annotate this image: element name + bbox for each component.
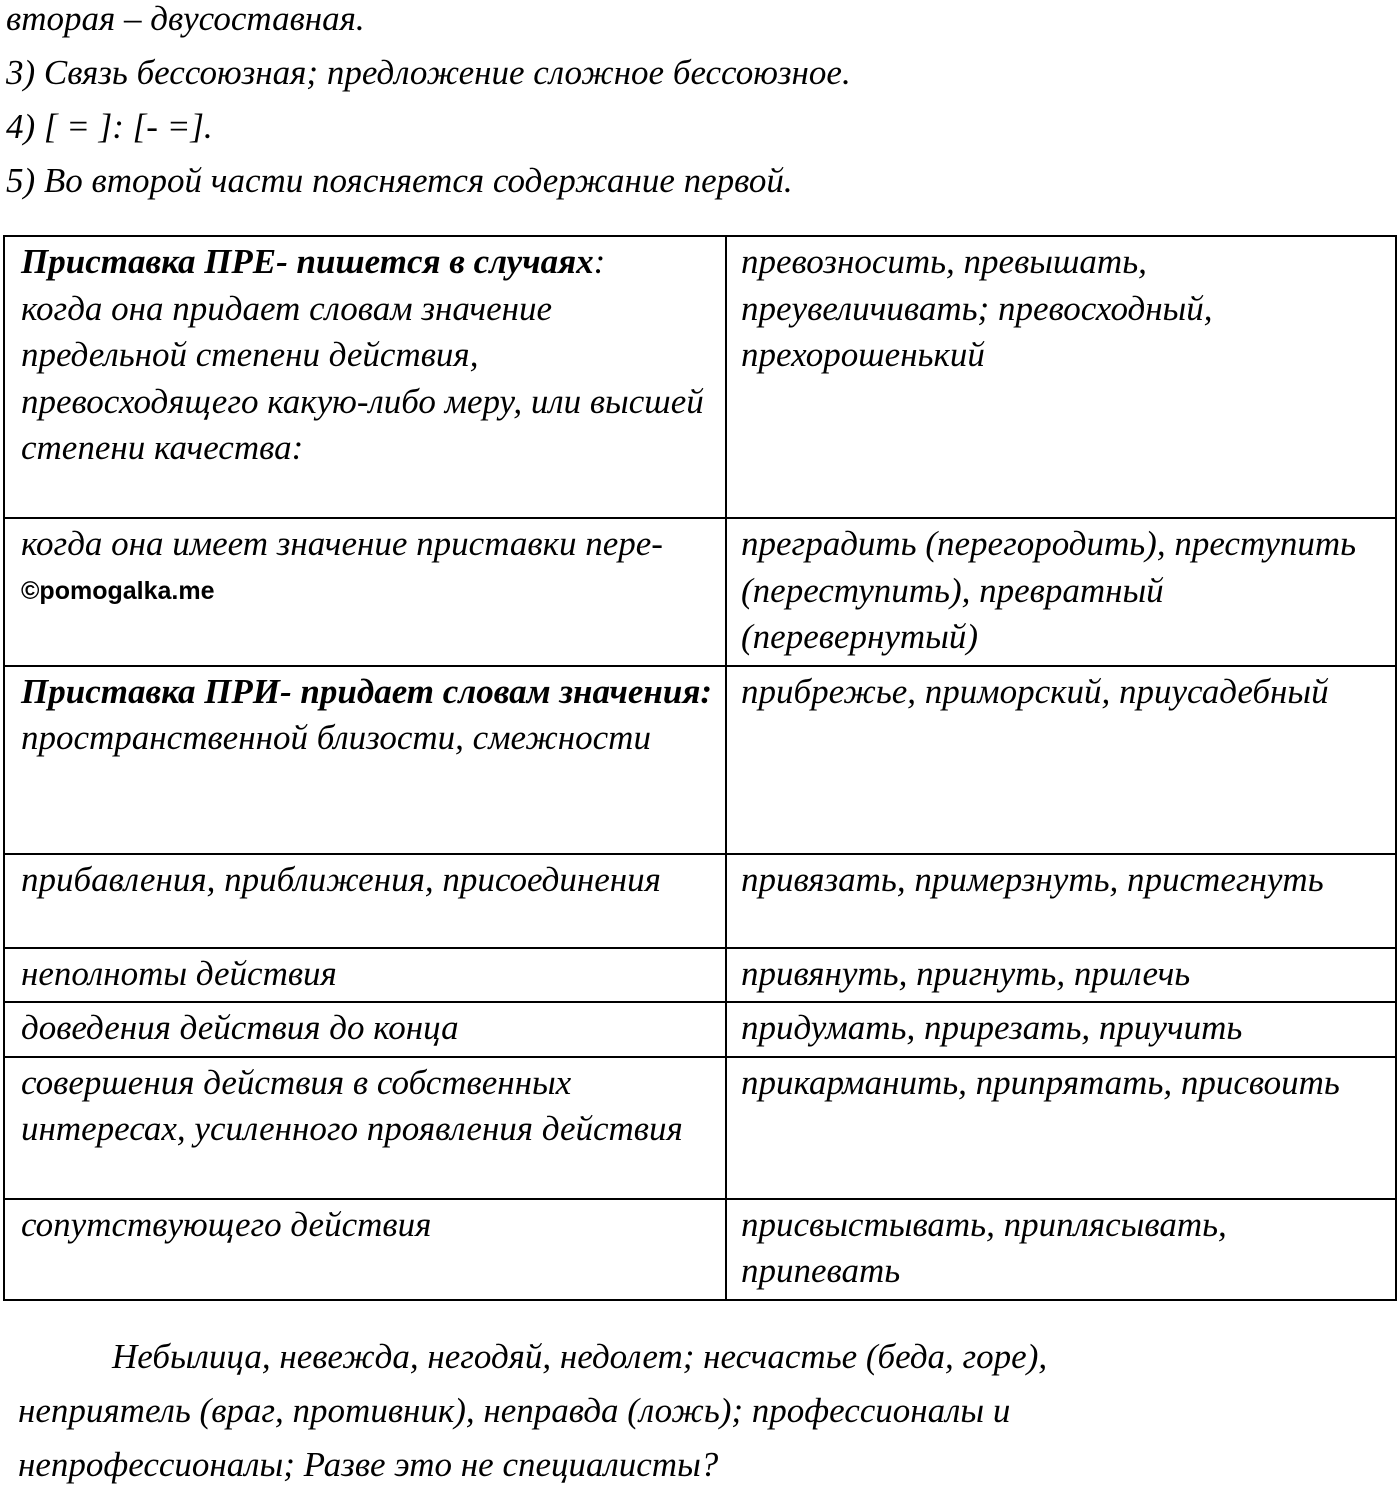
examples-cell: привянуть, пригнуть, прилечь bbox=[726, 948, 1396, 1003]
previous-answer-lines bbox=[6, 0, 1386, 208]
table-row bbox=[4, 1199, 1396, 1300]
paragraph-line: неприятель (враг, противник), неправда (ложь); профессионалы и bbox=[18, 1391, 1011, 1430]
table-row bbox=[4, 948, 1396, 1003]
rule-cell bbox=[4, 666, 726, 854]
examples-cell: прибрежье, приморский, приусадебный bbox=[726, 666, 1396, 854]
table-row bbox=[4, 666, 1396, 854]
site-watermark: ©pomogalka.me bbox=[21, 576, 215, 605]
examples-cell: придумать, прирезать, приучить bbox=[726, 1002, 1396, 1057]
examples-cell: преградить (перегородить), преступить (переступить), превратный (перевернутый) bbox=[726, 518, 1396, 666]
rule-cell: неполноты действия bbox=[4, 948, 726, 1003]
examples-cell: привязать, примерзнуть, пристегнуть bbox=[726, 854, 1396, 948]
rule-text: когда она придает словам значение предельной степени действия, превосходящего какую-либо меру, или высшей степени качества: bbox=[21, 288, 704, 467]
ne-words-paragraph bbox=[18, 1330, 1378, 1492]
pri-heading: Приставка ПРИ- придает словам значения: bbox=[21, 671, 713, 711]
pre-heading: Приставка ПРЕ- пишется в случаях bbox=[21, 242, 594, 281]
paragraph-line: непрофессионалы; Разве это не специалисты? bbox=[18, 1445, 719, 1484]
rule-cell: прибавления, приближения, присоединения bbox=[4, 854, 726, 948]
paragraph-line bbox=[18, 1330, 1378, 1384]
answer-line-5: 5) Во второй части поясняется содержание первой. bbox=[6, 161, 793, 200]
examples-cell: присвыстывать, приплясывать, припевать bbox=[726, 1199, 1396, 1300]
rule-cell: совершения действия в собственных интересах, усиленного проявления действия bbox=[4, 1057, 726, 1199]
table-row bbox=[4, 854, 1396, 948]
table-row bbox=[4, 1057, 1396, 1199]
table-row bbox=[4, 518, 1396, 666]
pre-heading-colon: : bbox=[593, 242, 606, 281]
rule-text: пространственной близости, смежности bbox=[21, 718, 651, 757]
rule-cell bbox=[4, 236, 726, 518]
answer-line-4: 4) [ = ]: [- =]. bbox=[6, 107, 213, 146]
examples-cell: превозносить, превышать, преувеличивать; превосходный, прехорошенький bbox=[726, 236, 1396, 518]
answer-line-1: вторая – двусоставная. bbox=[6, 0, 365, 38]
rule-cell: сопутствующего действия bbox=[4, 1199, 726, 1300]
rule-cell bbox=[4, 518, 726, 666]
table-row bbox=[4, 236, 1396, 518]
rule-cell: доведения действия до конца bbox=[4, 1002, 726, 1057]
prefix-rules-table bbox=[3, 235, 1397, 1301]
rule-text: когда она имеет значение приставки пере- bbox=[21, 524, 663, 563]
examples-cell: прикарманить, припрятать, присвоить bbox=[726, 1057, 1396, 1199]
answer-line-3: 3) Связь бессоюзная; предложение сложное бессоюзное. bbox=[6, 53, 851, 92]
paragraph-line-text: Небылица, невежда, негодяй, недолет; несчастье (беда, горе), bbox=[112, 1337, 1048, 1376]
table-row bbox=[4, 1002, 1396, 1057]
